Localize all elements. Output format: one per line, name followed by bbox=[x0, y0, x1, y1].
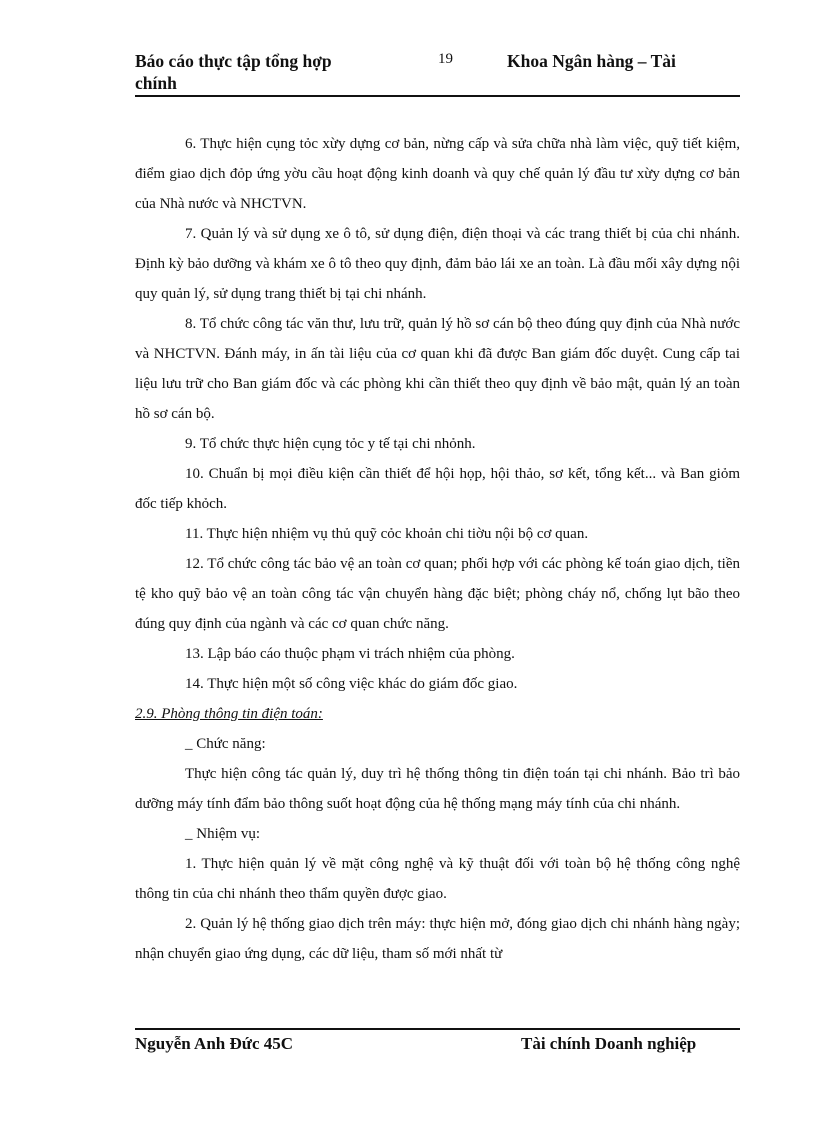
author-name: Nguyễn Anh Đức 45C bbox=[135, 1034, 294, 1053]
section-heading: 2.9. Phòng thông tin điện toán: bbox=[135, 706, 323, 722]
department-name: Tài chính Doanh nghiệp bbox=[521, 1034, 697, 1053]
duty-label: _ Nhiệm vụ: bbox=[185, 826, 260, 842]
paragraph-14: 14. Thực hiện một số công việc khác do giám đốc giao. bbox=[185, 676, 518, 692]
function-label: _ Chức năng: bbox=[185, 736, 266, 752]
page-footer bbox=[135, 1028, 740, 1078]
footer-divider bbox=[135, 1028, 740, 1030]
paragraph-7: 7. Quản lý và sử dụng xe ô tô, sử dụng điện, điện thoại và các trang thiết bị của chi nhánh. Định kỳ bảo dưỡng và khám xe ô tô theo quy định, đảm bảo lái xe an toàn. Là đầu mối xây dựng nội quy quản lý, sử dụng trang thiết bị tại chi nhánh. bbox=[135, 226, 740, 302]
function-text: Thực hiện công tác quản lý, duy trì hệ thống thông tin điện toán tại chi nhánh. Bảo trì bảo dưỡng máy tính đẩm bảo thông suốt hoạt động của hệ thống mạng máy tính của chi nhánh. bbox=[135, 766, 740, 812]
header-divider bbox=[135, 95, 740, 97]
duty-item-2: 2. Quản lý hệ thống giao dịch trên máy: thực hiện mở, đóng giao dịch chi nhánh hàng ngày; nhận chuyển giao ứng dụng, các dữ liệu, tham số mới nhất từ bbox=[135, 916, 740, 962]
paragraph-13: 13. Lập báo cáo thuộc phạm vi trách nhiệm của phòng. bbox=[185, 646, 515, 662]
duty-item-1: 1. Thực hiện quản lý về mặt công nghệ và kỹ thuật đối với toàn bộ hệ thống công nghệ thông tin của chi nhánh theo thẩm quyền được giao. bbox=[135, 856, 740, 902]
faculty-title: Khoa Ngân hàng – Tài bbox=[507, 51, 676, 71]
report-title: Báo cáo thực tập tổng hợp chính bbox=[135, 51, 332, 93]
paragraph-9: 9. Tổ chức thực hiện cụng tỏc y tế tại chi nhỏnh. bbox=[185, 436, 476, 452]
page-number: 19 bbox=[438, 51, 453, 67]
paragraph-6: 6. Thực hiện cụng tỏc xừy dựng cơ bản, nừng cấp và sửa chữa nhà làm việc, quỹ tiết kiệm, điểm giao dịch đỏp ứng yờu cầu hoạt động kinh doanh và quy chế quản lý đầu tư xừy dựng cơ bản của Nhà nước và NHCTVN. bbox=[135, 136, 740, 212]
page-header bbox=[135, 50, 740, 97]
paragraph-12: 12. Tổ chức công tác bảo vệ an toàn cơ quan; phối hợp với các phòng kế toán giao dịch, tiền tệ kho quỹ bảo vệ an toàn công tác vận chuyển hàng đặc biệt; phòng cháy nổ, chống lụt bão theo đúng quy định của ngành và các cơ quan chức năng. bbox=[135, 556, 740, 632]
paragraph-8: 8. Tổ chức công tác văn thư, lưu trữ, quản lý hồ sơ cán bộ theo đúng quy định của Nhà nước và NHCTVN. Đánh máy, in ấn tài liệu của cơ quan khi đã được Ban giám đốc duyệt. Cung cấp tai liệu lưu trữ cho Ban giám đốc và các phòng khi cần thiết theo quy định về bảo mật, quản lý an toàn hồ sơ cán bộ. bbox=[135, 316, 740, 422]
paragraph-11: 11. Thực hiện nhiệm vụ thủ quỹ cỏc khoản chi tiờu nội bộ cơ quan. bbox=[185, 526, 589, 542]
document-body bbox=[135, 129, 740, 969]
paragraph-10: 10. Chuẩn bị mọi điều kiện cần thiết để hội họp, hội thảo, sơ kết, tổng kết... và Ban giỏm đốc tiếp khỏch. bbox=[135, 466, 740, 512]
